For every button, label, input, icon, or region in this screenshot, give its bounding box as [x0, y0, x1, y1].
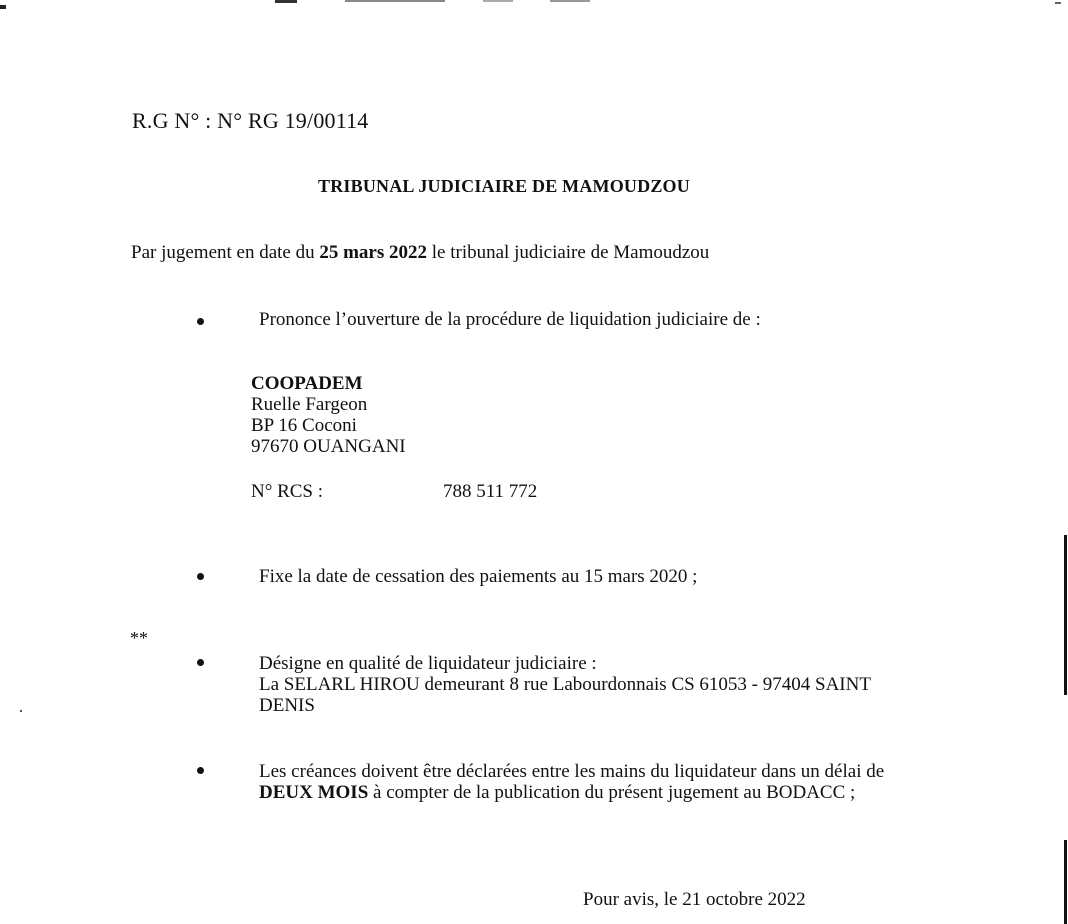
opening-item: Prononce l’ouverture de la procédure de liquidation judiciaire de :: [259, 309, 761, 330]
claims-line: [259, 782, 884, 803]
intro-suffix: le tribunal judiciaire de Mamoudzou: [427, 242, 710, 263]
company-address-line: Ruelle Fargeon: [251, 394, 368, 415]
claims-line: Les créances doivent être déclarées entre les mains du liquidateur dans un délai de: [259, 761, 885, 782]
claims-rest: à compter de la publication du présent jugement au BODACC ;: [368, 782, 856, 803]
intro-paragraph: [131, 242, 709, 263]
rcs-label: N° RCS :: [251, 481, 324, 502]
company-name: COOPADEM: [251, 373, 363, 394]
scan-mark: [275, 0, 297, 3]
bullet-icon: [197, 318, 204, 325]
cessation-item: Fixe la date de cessation des paiements au 15 mars 2020 ;: [259, 566, 698, 587]
company-block: [251, 373, 406, 457]
scan-mark: [483, 0, 513, 2]
bullet-icon: [197, 767, 204, 774]
scan-mark: [20, 710, 22, 712]
scan-edge-line: [1064, 840, 1067, 924]
claims-item: [259, 761, 884, 803]
margin-note: **: [130, 628, 148, 648]
rcs-value: 788 511 772: [443, 481, 538, 502]
bullet-icon: [197, 659, 204, 666]
scan-mark: [1055, 2, 1061, 4]
scan-mark: [550, 0, 590, 2]
liquidator-address: La SELARL HIROU demeurant 8 rue Labourdonnais CS 61053 - 97404 SAINT: [259, 674, 871, 695]
scan-mark: [0, 5, 6, 9]
liquidator-title: Désigne en qualité de liquidateur judiciaire :: [259, 653, 597, 674]
company-address-line: BP 16 Coconi: [251, 415, 357, 436]
closing-notice: Pour avis, le 21 octobre 2022: [583, 889, 806, 910]
claims-deadline: DEUX MOIS: [259, 782, 369, 803]
liquidator-address: DENIS: [259, 695, 315, 716]
company-address-line: 97670 OUANGANI: [251, 436, 406, 457]
scan-mark: [345, 0, 445, 2]
rg-number: R.G N° : N° RG 19/00114: [132, 108, 369, 133]
liquidator-item: [259, 653, 871, 716]
judgment-date: 25 mars 2022: [319, 242, 428, 263]
court-title: TRIBUNAL JUDICIAIRE DE MAMOUDZOU: [318, 176, 690, 196]
bullet-icon: [197, 573, 204, 580]
intro-prefix: Par jugement en date du: [131, 242, 320, 263]
scan-edge-line: [1064, 535, 1067, 695]
